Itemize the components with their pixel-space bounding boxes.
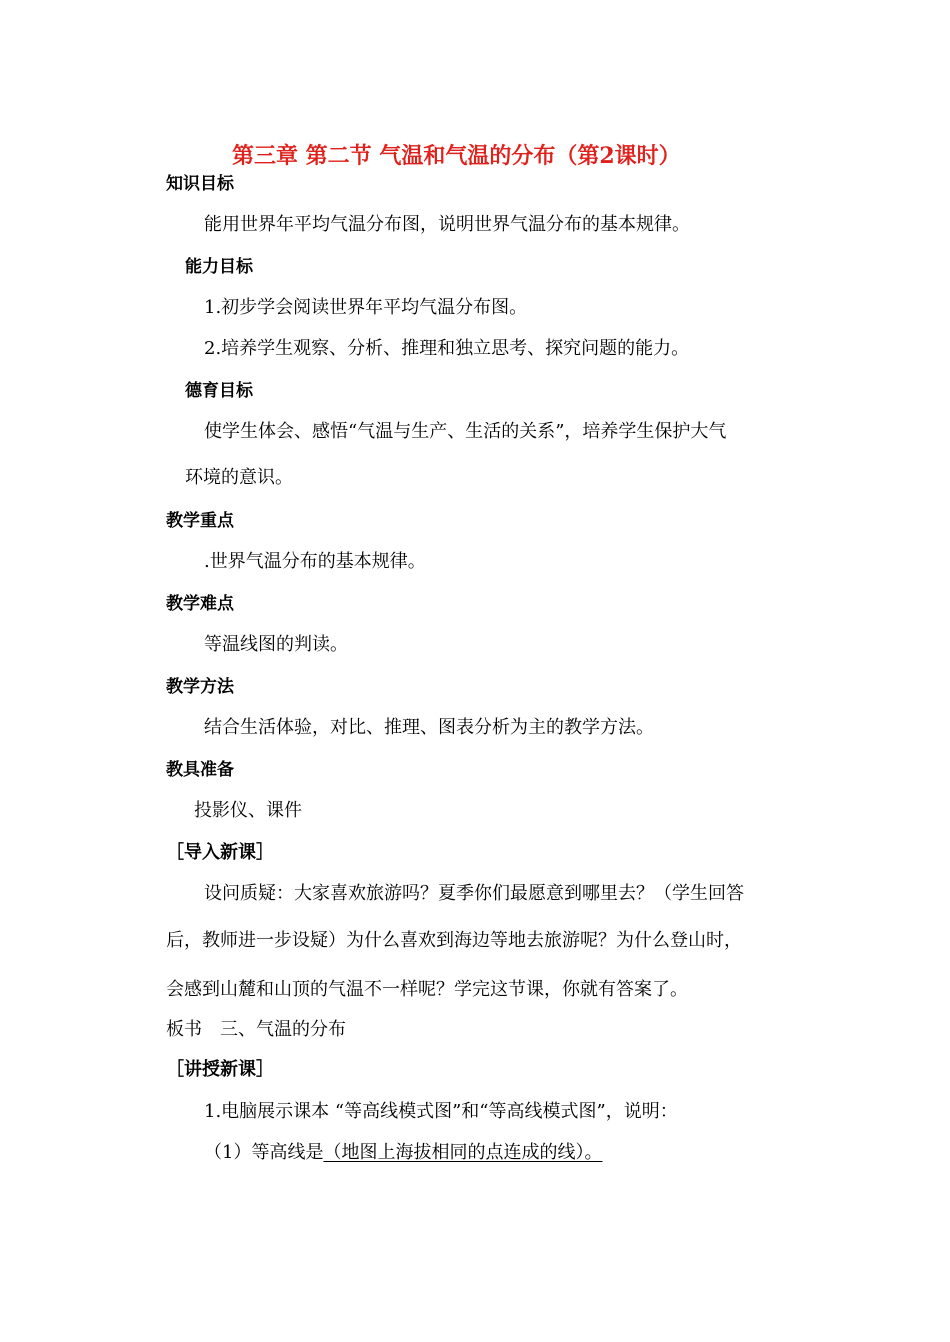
- knowledge-goal-heading: 知识目标: [166, 174, 234, 194]
- knowledge-goal-text: 能用世界年平均气温分布图，说明世界气温分布的基本规律。: [204, 214, 690, 235]
- moral-goal-heading: 德育目标: [185, 381, 253, 401]
- key-point-heading: 教学重点: [166, 511, 234, 531]
- page-title: 第三章 第二节 气温和气温的分布（第2课时）: [232, 143, 681, 169]
- intro-line-3: 会感到山麓和山顶的气温不一样呢？学完这节课，你就有答案了。: [166, 979, 688, 1000]
- lecture-heading: ［讲授新课］: [166, 1059, 274, 1080]
- ability-goal-item-1: 1.初步学会阅读世界年平均气温分布图。: [204, 297, 528, 318]
- tools-heading: 教具准备: [166, 760, 234, 780]
- lecture-item-1: 1.电脑展示课本 “等高线模式图”和“等高线模式图”，说明：: [204, 1101, 678, 1122]
- lecture-item-2-answer: （地图上海拔相同的点连成的线）。: [323, 1142, 603, 1163]
- intro-heading: ［导入新课］: [166, 842, 274, 863]
- method-heading: 教学方法: [166, 677, 234, 697]
- difficulty-heading: 教学难点: [166, 594, 234, 614]
- board-text: 板书 三、气温的分布: [166, 1019, 346, 1040]
- moral-goal-text-line-2: 环境的意识。: [185, 467, 293, 488]
- method-text: 结合生活体验，对比、推理、图表分析为主的教学方法。: [204, 717, 654, 738]
- intro-line-2: 后，教师进一步设疑）为什么喜欢到海边等地去旅游呢？为什么登山时，: [166, 930, 742, 951]
- intro-line-1: 设问质疑：大家喜欢旅游吗？夏季你们最愿意到哪里去？（学生回答: [204, 883, 744, 904]
- key-point-text: .世界气温分布的基本规律。: [204, 551, 426, 572]
- ability-goal-item-2: 2.培养学生观察、分析、推理和独立思考、探究问题的能力。: [204, 338, 690, 359]
- lecture-item-2: [204, 1142, 602, 1164]
- tools-text: 投影仪、课件: [194, 800, 302, 821]
- moral-goal-text-line-1: 使学生体会、感悟“气温与生产、生活的关系”，培养学生保护大气: [204, 421, 727, 442]
- lecture-item-2-prefix: （1）等高线是: [204, 1142, 324, 1163]
- ability-goal-heading: 能力目标: [185, 257, 253, 277]
- difficulty-text: 等温线图的判读。: [204, 634, 348, 655]
